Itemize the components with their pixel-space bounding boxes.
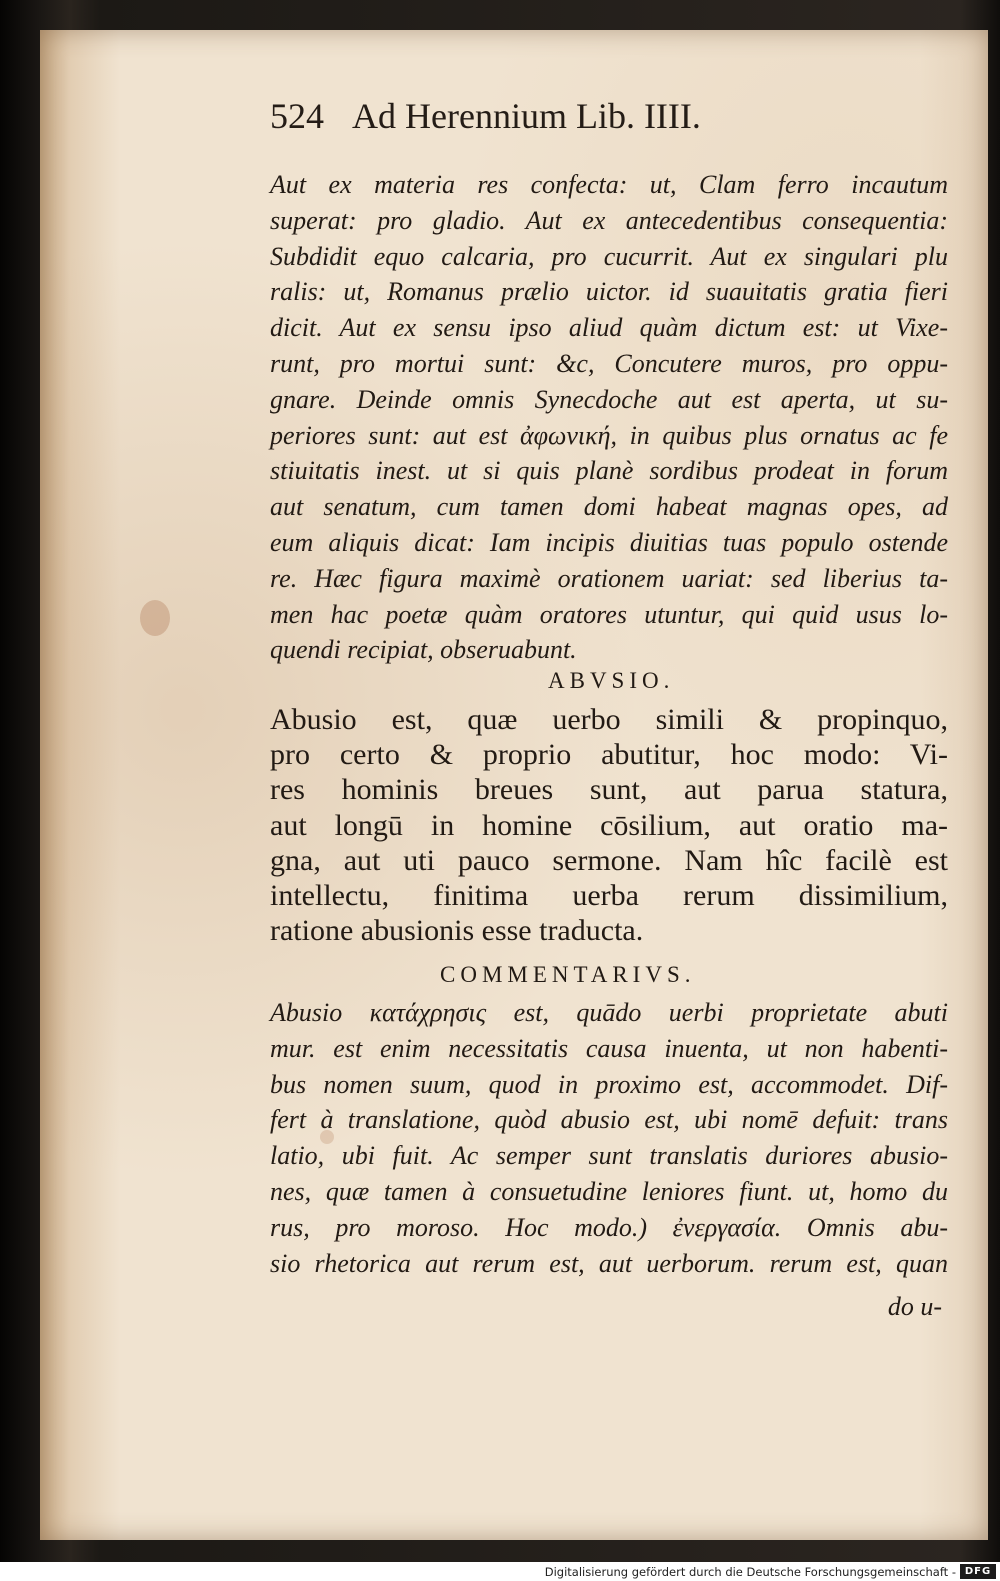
text-line: Aut ex materia res confecta: ut, Clam ferro incautum xyxy=(270,170,948,199)
text-line: rus, pro moroso. Hoc modo.) ἐνεργασία. Omnis abu- xyxy=(270,1212,948,1242)
text-line: periores sunt: aut est ἀφωνική, in quibus plus ornatus ac fe xyxy=(270,420,948,450)
running-title: Ad Herennium Lib. IIII. xyxy=(352,96,701,136)
running-head xyxy=(270,95,870,137)
text-line: aut senatum, cum tamen domi habeat magnas opes, ad xyxy=(270,492,948,522)
text-line: pro certo & proprio abutitur, hoc modo: Vi- xyxy=(270,738,948,772)
text-line: gnare. Deinde omnis Synecdoche aut est aperta, ut su- xyxy=(270,384,948,414)
text-line: sio rhetorica aut rerum est, aut uerborum. rerum est, quan xyxy=(270,1248,948,1278)
text-block-3 xyxy=(270,995,948,1281)
section-heading-abusio: ABVSIO. xyxy=(548,668,675,693)
text-line: mur. est enim necessitatis causa inuenta, ut non habenti- xyxy=(270,1033,948,1063)
text-line: gna, aut uti pauco sermone. Nam hîc facilè est xyxy=(270,843,948,877)
text-block-2 xyxy=(270,702,948,948)
text-line: nes, quæ tamen à consuetudine leniores fiunt. ut, homo du xyxy=(270,1176,948,1206)
text-line: latio, ubi fuit. Ac semper sunt translatis duriores abusio- xyxy=(270,1141,948,1171)
section-heading-commentarius: COMMENTARIVS. xyxy=(440,962,696,987)
text-line: Subdidit equo calcaria, pro cucurrit. Aut ex singulari plu xyxy=(270,241,948,271)
text-line: ratione abusionis esse traducta. xyxy=(270,914,644,948)
text-line: fert à translatione, quòd abusio est, ubi nomē defuit: trans xyxy=(270,1105,948,1135)
text-line: Abusio est, quæ uerbo simili & propinquo, xyxy=(270,703,948,736)
funding-credit: Digitalisierung gefördert durch die Deutsche Forschungsgemeinschaft - xyxy=(544,1565,956,1579)
text-line: dicit. Aut ex sensu ipso aliud quàm dictum est: ut Vixe- xyxy=(270,313,948,343)
text-line: quendi recipiat, obseruabunt. xyxy=(270,635,577,665)
text-line: superat: pro gladio. Aut ex antecedentibus consequentia: xyxy=(270,205,948,235)
text-line: men hac poetæ quàm oratores utuntur, qui quid usus lo- xyxy=(270,599,948,629)
text-line: stiuitatis inest. ut si quis planè sordibus prodeat in forum xyxy=(270,456,948,486)
dfg-logo-icon: DFG xyxy=(960,1564,996,1579)
text-block-1 xyxy=(270,167,948,668)
page-number: 524 xyxy=(270,96,324,136)
text-line: re. Hæc figura maximè orationem uariat: sed liberius ta- xyxy=(270,563,948,593)
catchword: do u- xyxy=(887,1292,942,1321)
text-line: runt, pro mortui sunt: &c, Concutere muros, pro oppu- xyxy=(270,348,948,378)
text-line: ralis: ut, Romanus prælio uictor. id suauitatis gratia fieri xyxy=(270,277,948,307)
text-line: aut longū in homine cōsilium, aut oratio ma- xyxy=(270,808,948,842)
text-line: intellectu, finitima uerba rerum dissimilium, xyxy=(270,879,948,913)
text-line: Abusio κατάχρησις est, quādo uerbi proprietate abuti xyxy=(270,998,948,1027)
text-line: bus nomen suum, quod in proximo est, accommodet. Dif- xyxy=(270,1069,948,1099)
paper-stain xyxy=(140,600,170,636)
text-line: eum aliquis dicat: Iam incipis diuitias tuas populo ostende xyxy=(270,527,948,557)
footer-bar xyxy=(0,1562,1000,1581)
text-line: res hominis breues sunt, aut parua statura, xyxy=(270,773,948,807)
